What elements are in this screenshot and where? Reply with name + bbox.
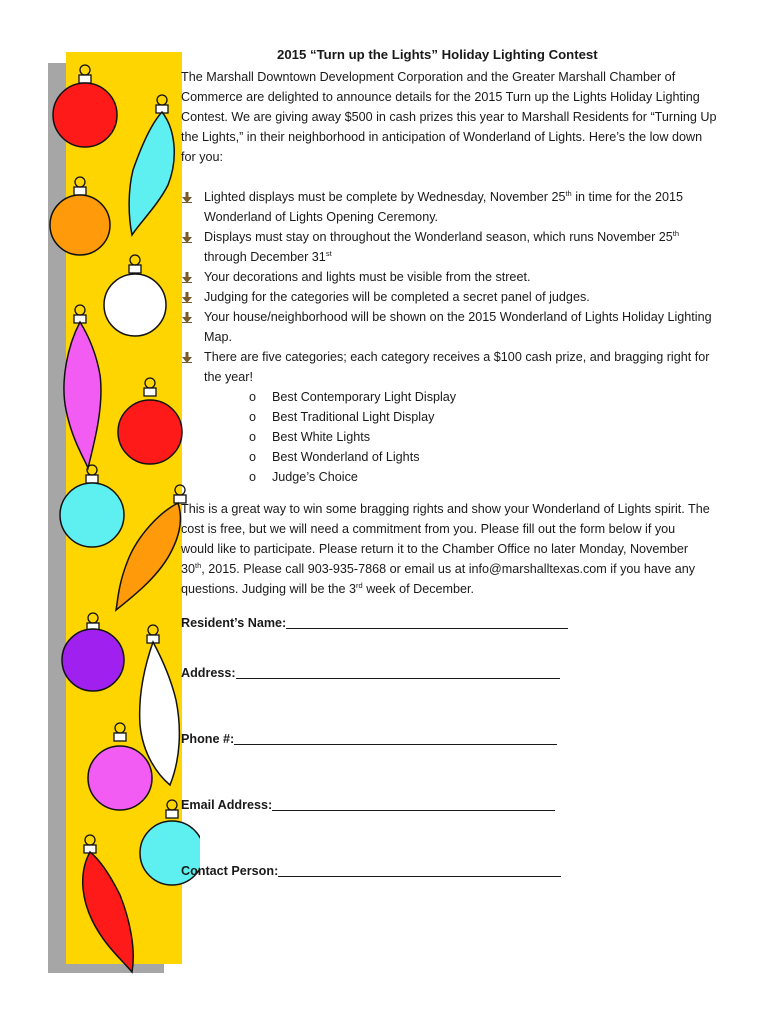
orange-teardrop-ornament-icon <box>116 485 186 610</box>
rule-item <box>181 307 741 347</box>
magenta-teardrop-ornament-icon <box>64 305 101 468</box>
rule-text: Lighted displays must be complete by Wednesday, November 25 <box>204 190 566 204</box>
resident-name-line[interactable] <box>286 614 568 629</box>
down-arrow-bullet-icon <box>182 292 192 303</box>
resident-name-label: Resident’s Name: <box>181 616 287 630</box>
outro-text: questions. Judging will be the 3 <box>181 582 357 596</box>
phone-line[interactable] <box>234 730 557 745</box>
category-item <box>204 447 741 467</box>
down-arrow-bullet-icon <box>182 192 192 203</box>
category-item <box>204 427 741 447</box>
rule-text: through December 31 <box>204 250 326 264</box>
email-label: Email Address: <box>181 798 273 812</box>
outro-text: 30 <box>181 562 196 576</box>
ornament-decorations <box>0 0 200 1024</box>
category-marker: o <box>249 410 257 424</box>
category-label: Best White Lights <box>272 430 370 444</box>
category-label: Judge’s Choice <box>272 470 358 484</box>
address-line[interactable] <box>236 664 560 679</box>
intro-line: the Lights,” in their neighborhood in anticipation of Wonderland of Lights. Here’s the low down <box>181 130 703 144</box>
outro-text: , 2015. Please call 903-935-7868 or email us at info@marshalltexas.com if you have any <box>201 562 695 576</box>
rules-list <box>181 187 741 487</box>
email-line[interactable] <box>272 796 555 811</box>
down-arrow-bullet-icon <box>182 232 192 243</box>
down-arrow-bullet-icon <box>182 312 192 323</box>
contact-person-line[interactable] <box>278 862 561 877</box>
phone-field[interactable] <box>181 730 557 746</box>
category-label: Best Wonderland of Lights <box>272 450 420 464</box>
intro-paragraph <box>181 67 726 167</box>
rule-text: the year! <box>204 370 254 384</box>
rule-text: Displays must stay on throughout the Wonderland season, which runs November 25 <box>204 230 673 244</box>
ordinal-suffix: rd <box>356 581 363 590</box>
category-marker: o <box>249 470 257 484</box>
category-item <box>204 387 741 407</box>
category-marker: o <box>249 390 257 404</box>
ordinal-suffix: th <box>672 229 680 238</box>
rule-text: Your house/neighborhood will be shown on the 2015 Wonderland of Lights Holiday Lighting <box>204 310 712 324</box>
email-field[interactable] <box>181 796 555 812</box>
rule-text: There are five categories; each category receives a $100 cash prize, and bragging right for <box>204 350 710 364</box>
category-label: Best Contemporary Light Display <box>272 390 457 404</box>
red-ball-ornament-icon <box>118 378 182 464</box>
rule-text: Wonderland of Lights Opening Ceremony. <box>204 210 439 224</box>
category-item <box>204 407 741 427</box>
rule-item <box>181 267 741 287</box>
address-field[interactable] <box>181 664 560 680</box>
white-ball-ornament-icon <box>104 255 166 336</box>
intro-line: Commerce are delighted to announce details for the 2015 Turn up the Lights Holiday Lighting <box>181 90 700 104</box>
rule-text: Judging for the categories will be completed a secret panel of judges. <box>204 290 590 304</box>
ordinal-suffix: st <box>325 249 332 258</box>
phone-label: Phone #: <box>181 732 235 746</box>
ordinal-suffix: th <box>565 189 572 198</box>
outro-line: This is a great way to win some bragging rights and show your Wonderland of Lights spirit. The <box>181 502 710 516</box>
category-item <box>204 467 741 487</box>
rule-text: in time for the 2015 <box>571 190 684 204</box>
down-arrow-bullet-icon <box>182 352 192 363</box>
cyan-ball-ornament-icon <box>60 465 124 547</box>
category-marker: o <box>249 450 257 464</box>
rule-item <box>181 227 741 267</box>
rule-text: Your decorations and lights must be visible from the street. <box>204 270 531 284</box>
category-marker: o <box>249 430 257 444</box>
rule-text: Map. <box>204 330 232 344</box>
orange-ball-ornament-icon <box>50 177 110 255</box>
red-ball-ornament-icon <box>53 65 117 147</box>
intro-line: The Marshall Downtown Development Corporation and the Greater Marshall Chamber of <box>181 70 676 84</box>
intro-line: Contest. We are giving away $500 in cash prizes this year to Marshall Residents for “Turning Up <box>181 110 717 124</box>
address-label: Address: <box>181 666 236 680</box>
down-arrow-bullet-icon <box>182 272 192 283</box>
resident-name-field[interactable] <box>181 614 568 630</box>
outro-text: week of December. <box>362 582 474 596</box>
rule-item <box>181 347 741 487</box>
intro-line: for you: <box>181 150 223 164</box>
contact-person-label: Contact Person: <box>181 864 279 878</box>
cyan-teardrop-ornament-icon <box>129 95 174 235</box>
rule-item <box>181 287 741 307</box>
page-title: 2015 “Turn up the Lights” Holiday Lighting Contest <box>277 47 598 62</box>
ordinal-suffix: th <box>195 561 202 570</box>
category-label: Best Traditional Light Display <box>272 410 435 424</box>
purple-ball-ornament-icon <box>62 613 124 691</box>
categories-list <box>204 387 741 487</box>
outro-line: cost is free, but we will need a commitment from you. Please fill out the form below if you <box>181 522 676 536</box>
contact-person-field[interactable] <box>181 862 561 878</box>
outro-line: would like to participate. Please return it to the Chamber Office no later Monday, November <box>181 542 689 556</box>
rule-item <box>181 187 741 227</box>
red-teardrop-ornament-icon <box>83 835 134 972</box>
outro-paragraph <box>181 499 726 599</box>
